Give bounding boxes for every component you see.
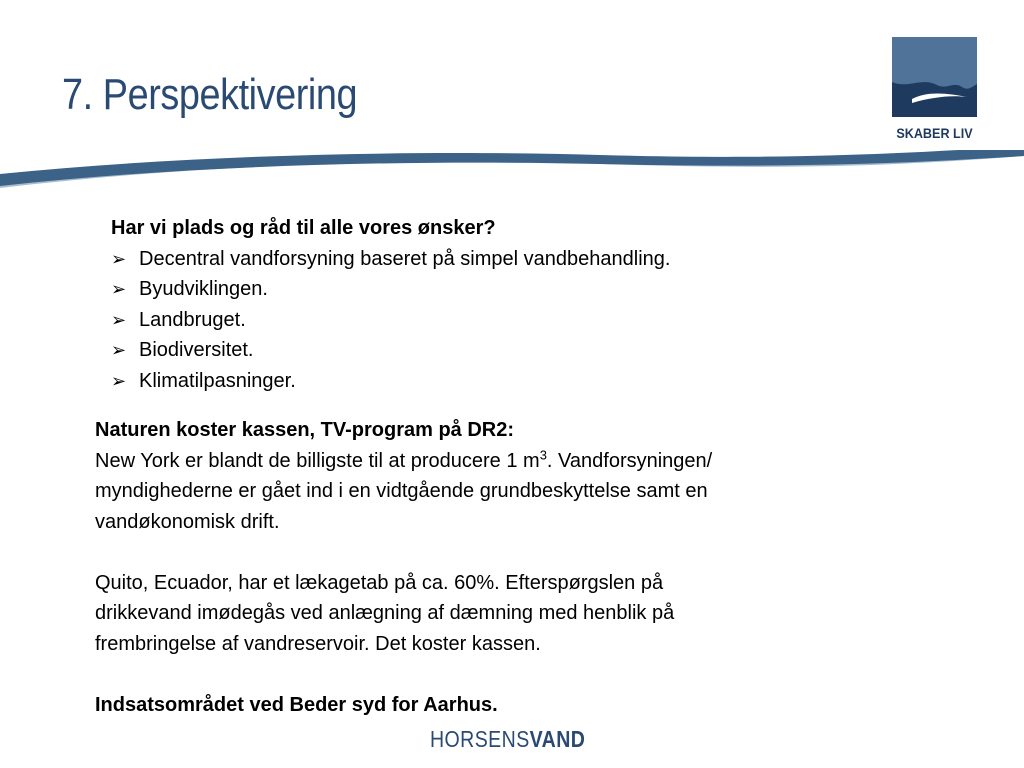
- list-item: [111, 366, 670, 397]
- list-item-text: Decentral vandforsyning baseret på simpel vandbehandling.: [139, 247, 671, 270]
- questions-section: [111, 213, 670, 396]
- paragraph-line: drikkevand imødegås ved anlægning af dæmning med henblik på: [95, 602, 675, 624]
- slide-title: 7. Perspektivering: [62, 70, 358, 119]
- spacer: [95, 659, 915, 690]
- brand-light: HORSENS: [430, 726, 530, 752]
- closing-line: Indsatsområdet ved Beder syd for Aarhus.: [95, 693, 498, 716]
- arrow-bullet-icon: ➢: [111, 248, 127, 269]
- arrow-bullet-icon: ➢: [111, 279, 127, 299]
- paragraph-line: [95, 446, 915, 477]
- superscript: 3: [539, 446, 547, 462]
- paragraph-line: frembringelse af vandreservoir. Det koster kassen.: [95, 632, 541, 655]
- section-heading: Naturen koster kassen, TV-program på DR2:: [95, 419, 515, 441]
- list-item-text: Klimatilpasninger.: [139, 369, 296, 392]
- paragraph-line: myndighederne er gået ind i en vidtgående grundbeskyttelse samt en: [95, 480, 708, 502]
- arrow-bullet-icon: ➢: [111, 340, 127, 360]
- ny-text: New York er blandt de billigste til at producere 1 m: [95, 449, 540, 472]
- list-item: [111, 305, 670, 336]
- list-item-text: Landbruget.: [139, 308, 246, 331]
- spacer: [95, 537, 915, 568]
- arrow-bullet-icon: ➢: [111, 370, 127, 391]
- arrow-bullet-icon: ➢: [111, 309, 127, 330]
- list-item: [111, 335, 670, 366]
- list-item: [111, 274, 670, 305]
- list-item-text: Byudviklingen.: [139, 278, 268, 300]
- section-heading: Har vi plads og råd til alle vores ønsker?: [111, 217, 496, 239]
- horsens-vand-logo: [430, 726, 585, 753]
- wave-divider: [0, 150, 1024, 195]
- paragraph-line: Quito, Ecuador, har et lækagetab på ca. 60%. Efterspørgslen på: [95, 571, 664, 594]
- logo-wave-icon: [892, 37, 977, 117]
- skaber-liv-logo: [892, 37, 977, 147]
- list-item-text: Biodiversitet.: [139, 339, 254, 361]
- brand-bold: VAND: [529, 726, 586, 752]
- ny-text: . Vandforsyningen/: [546, 449, 713, 472]
- logo-text: SKABER LIV: [896, 125, 973, 141]
- paragraph-line: vandøkonomisk drift.: [95, 510, 280, 533]
- examples-section: [95, 415, 915, 720]
- list-item: [111, 244, 670, 275]
